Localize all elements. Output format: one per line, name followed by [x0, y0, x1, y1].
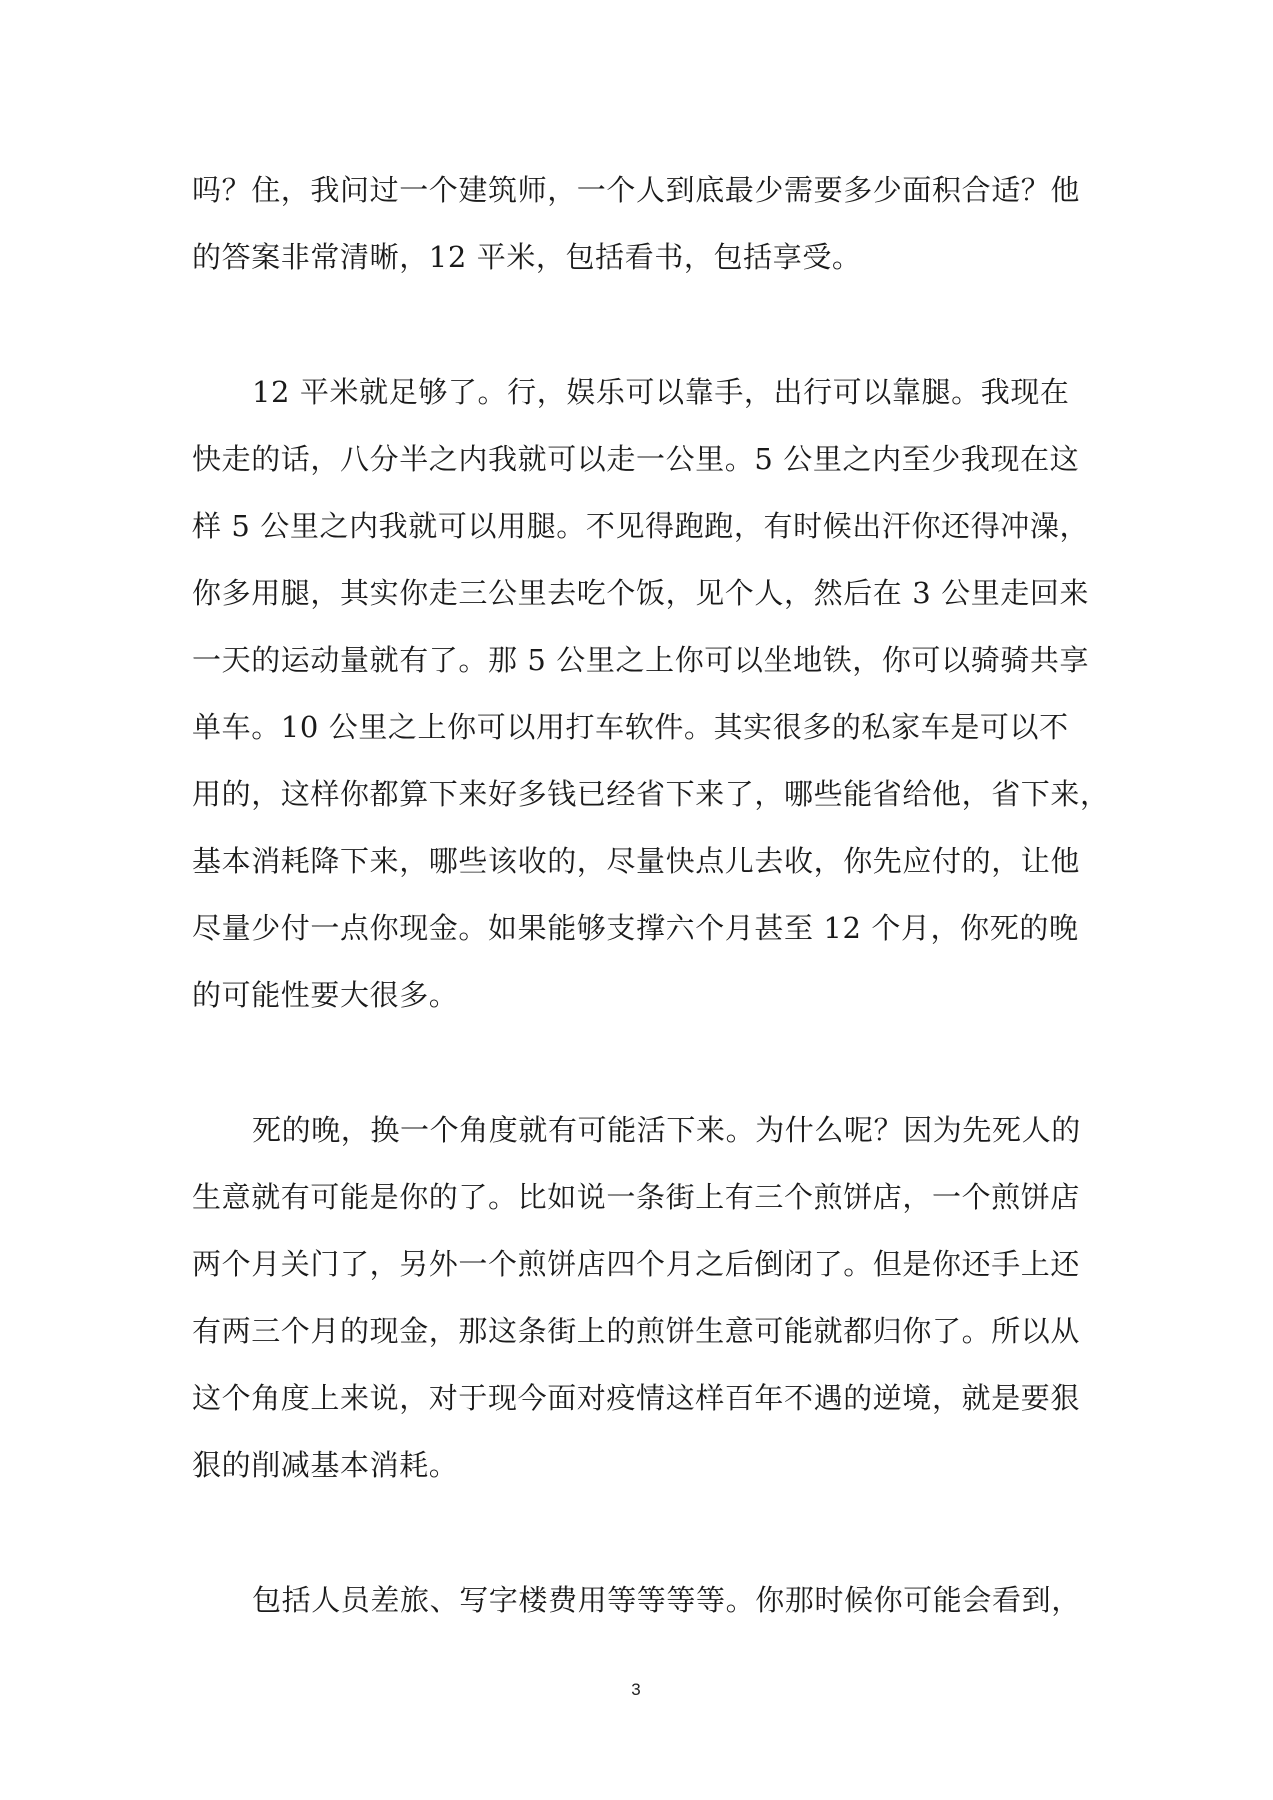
text-line: 两个月关门了，另外一个煎饼店四个月之后倒闭了。但是你还手上还	[192, 1247, 1081, 1281]
page-number: 3	[631, 1680, 641, 1699]
text-line: 样 5 公里之内我就可以用腿。不见得跑跑，有时候出汗你还得冲澡，	[192, 509, 1090, 543]
text-line: 快走的话，八分半之内我就可以走一公里。5 公里之内至少我现在这	[192, 442, 1080, 476]
text-line: 这个角度上来说，对于现今面对疫情这样百年不遇的逆境，就是要狠	[192, 1381, 1081, 1415]
text-line: 吗？住，我问过一个建筑师，一个人到底最少需要多少面积合适？他	[192, 173, 1081, 207]
text-line: 基本消耗降下来，哪些该收的，尽量快点儿去收，你先应付的，让他	[192, 844, 1081, 878]
text-line: 的答案非常清晰，12 平米，包括看书，包括享受。	[192, 240, 862, 274]
text-line: 你多用腿，其实你走三公里去吃个饭，见个人，然后在 3 公里走回来	[192, 576, 1090, 610]
text-line: 的可能性要大很多。	[192, 978, 459, 1012]
text-line: 一天的运动量就有了。那 5 公里之上你可以坐地铁，你可以骑骑共享	[192, 643, 1090, 677]
text-line: 生意就有可能是你的了。比如说一条街上有三个煎饼店，一个煎饼店	[192, 1180, 1081, 1214]
text-line: 用的，这样你都算下来好多钱已经省下来了，哪些能省给他，省下来，	[192, 777, 1110, 811]
text-line: 狠的削减基本消耗。	[192, 1448, 459, 1482]
paragraph-first-line: 死的晚，换一个角度就有可能活下来。为什么呢？因为先死人的	[252, 1113, 1081, 1147]
text-line: 有两三个月的现金，那这条街上的煎饼生意可能就都归你了。所以从	[192, 1314, 1081, 1348]
paragraph-first-line: 12 平米就足够了。行，娱乐可以靠手，出行可以靠腿。我现在	[252, 375, 1070, 409]
paragraph-first-line: 包括人员差旅、写字楼费用等等等等。你那时候你可能会看到，	[252, 1583, 1081, 1617]
text-line: 尽量少付一点你现金。如果能够支撑六个月甚至 12 个月，你死的晚	[192, 911, 1079, 945]
text-line: 单车。10 公里之上你可以用打车软件。其实很多的私家车是可以不	[192, 710, 1069, 744]
